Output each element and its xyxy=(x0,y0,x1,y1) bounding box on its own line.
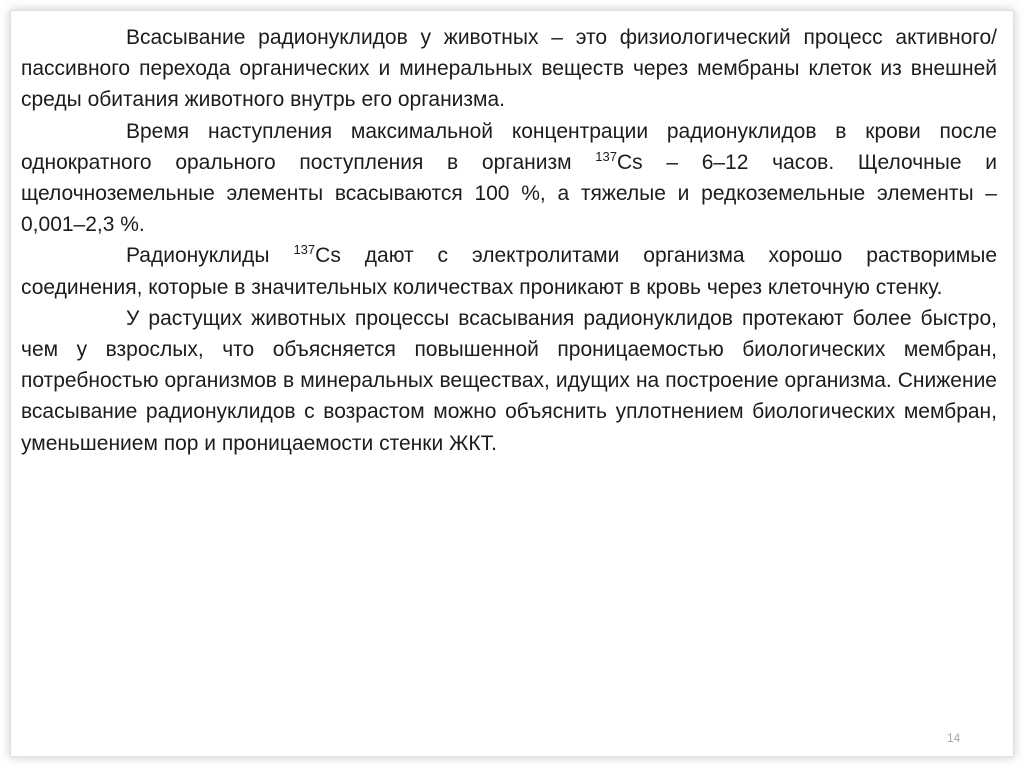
page-number: 14 xyxy=(947,731,961,745)
paragraph-peak-concentration xyxy=(21,116,997,241)
isotope-mass-number: 137 xyxy=(293,242,316,258)
paragraph-absorption-definition xyxy=(21,22,997,116)
slide-body xyxy=(21,22,997,459)
paragraph-text: Cs дают с электролитами организма хорошо растворимые соединения, которые в значительных количествах проникают в кровь через клеточную стенку. xyxy=(21,244,997,299)
paragraph-young-animals xyxy=(21,303,997,459)
slide xyxy=(10,10,1014,757)
paragraph-text: У растущих животных процессы всасывания радионуклидов протекают более быстро, чем у взрослых, что объясняется повышенной проницаемостью биологических мембран, потребностью организмов в минеральных веществах, идущих на построение организма. Снижение всасывание радионуклидов с возрастом можно объяснить уплотнением биологических мембран, уменьшением пор и проницаемости стенки ЖКТ. xyxy=(21,306,997,455)
paragraph-cesium-compounds xyxy=(21,240,997,302)
paragraph-text: Всасывание радионуклидов у животных – это физиологический процесс активного/пассивного перехода органических и минеральных веществ через мембраны клеток из внешней среды обитания животного внутрь его организма. xyxy=(21,26,997,112)
paragraph-text: Время наступления максимальной концентрации радионуклидов в крови после однократного орального поступления в организм xyxy=(21,119,997,174)
isotope-mass-number: 137 xyxy=(595,148,617,164)
paragraph-text: Cs – 6–12 часов. Щелочные и щелочноземельные элементы всасываются 100 %, а тяжелые и редкоземельные элементы – 0,001–2,3 %. xyxy=(21,150,997,237)
paragraph-text: Радионуклиды xyxy=(126,244,294,268)
